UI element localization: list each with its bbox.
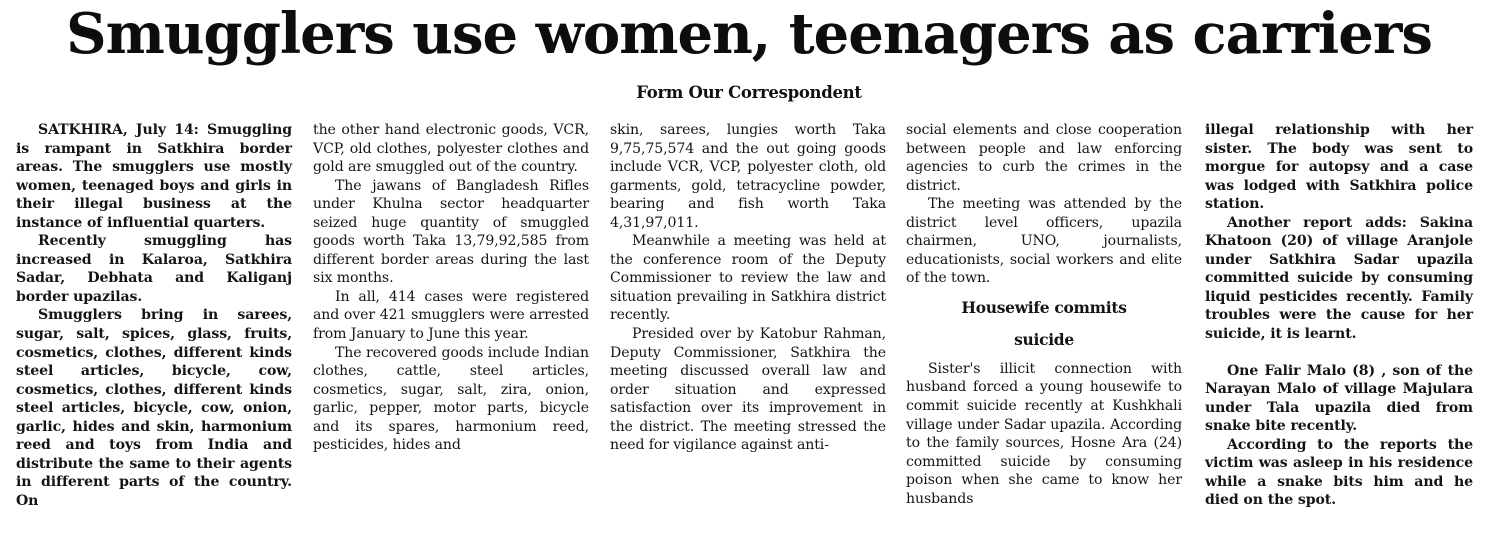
- paragraph: The recovered goods include Indian clothes, cattle, steel articles, cosmetics, sugar, salt, zira, onion, garlic, pepper, motor parts, bicycle and its spares, harmonium reed, pesticides, hides and: [313, 344, 589, 454]
- paragraph: skin, sarees, lungies worth Taka 9,75,75,574 and the out going goods include VCR, VCP, polyester cloth, old garments, gold, tetracycline powder, bearing and fish worth Taka 4,31,97,011.: [610, 122, 886, 231]
- paragraph: The meeting was attended by the district level officers, upazila chairmen, UNO, journalists, educationists, social workers and elite of the town.: [906, 196, 1182, 287]
- column-5: [1205, 121, 1473, 510]
- paragraph: Another report adds: Sakina Khatoon (20) of village Aranjole under Satkhira Sadar upazila committed suicide by consuming liquid pesticides recently. Family troubles were the cause for her suicide, it is learnt.: [1205, 214, 1473, 343]
- column-2: [313, 121, 589, 455]
- byline: Form Our Correspondent: [636, 83, 862, 102]
- paragraph: Meanwhile a meeting was held at the conference room of the Deputy Commissioner to review the law and situation prevailing in Satkhira district recently.: [610, 233, 886, 324]
- headline: Smugglers use women, teenagers as carriers: [66, 1, 1432, 67]
- paragraph: the other hand electronic goods, VCR, VCP, old clothes, polyester clothes and gold are smuggled out of the country.: [313, 122, 589, 176]
- subhead-line: Housewife commits: [961, 297, 1127, 317]
- column-4: [906, 121, 1182, 508]
- paragraph: According to the reports the victim was asleep in his residence while a snake bits him and he died on the spot.: [1205, 436, 1473, 509]
- paragraph: SATKHIRA, July 14: Smuggling is rampant in Satkhira border areas. The smugglers use mostly women, teenaged boys and girls in their illegal business at the instance of influential quarters.: [16, 122, 292, 231]
- column-1: [16, 121, 292, 510]
- subhead: [906, 298, 1182, 350]
- paragraph: One Falir Malo (8) , son of the Narayan Malo of village Majulara under Tala upazila died from snake bite recently.: [1205, 362, 1473, 435]
- paragraph: social elements and close cooperation between people and law enforcing agencies to curb the crimes in the district.: [906, 122, 1182, 194]
- paragraph: illegal relationship with her sister. The body was sent to morgue for autopsy and a case was lodged with Satkhira police station.: [1205, 122, 1473, 213]
- paragraph: Smugglers bring in sarees, sugar, salt, spices, glass, fruits, cosmetics, clothes, different kinds steel articles, bicycle, cow, cosmetics, clothes, different kinds steel articles, bicycle, cow, onion, garlic, hides and skin, harmonium reed and toys from India and distribute the same to their agents in different parts of the country. On: [16, 307, 292, 509]
- paragraph: Recently smuggling has increased in Kalaroa, Satkhira Sadar, Debhata and Kaliganj border upazilas.: [16, 233, 292, 305]
- paragraph: In all, 414 cases were registered and over 421 smugglers were arrested from January to June this year.: [313, 288, 589, 343]
- paragraph: Presided over by Katobur Rahman, Deputy Commissioner, Satkhira the meeting discussed overall law and order situation and expressed satisfaction over its improvement in the district. The meeting stressed the need for vigilance against anti-: [610, 326, 886, 454]
- subhead-line: suicide: [1014, 329, 1074, 349]
- paragraph: The jawans of Bangladesh Rifles under Khulna sector headquarter seized huge quantity of smuggled goods worth Taka 13,79,92,585 from different border areas during the last six months.: [313, 177, 589, 287]
- paragraph: Sister's illicit connection with husband forced a young housewife to commit suicide recently at Kushkhali village under Sadar upazila. According to the family sources, Hosne Ara (24) committed suicide by consuming poison when she came to know her husbands: [906, 360, 1182, 507]
- column-3: [610, 121, 886, 455]
